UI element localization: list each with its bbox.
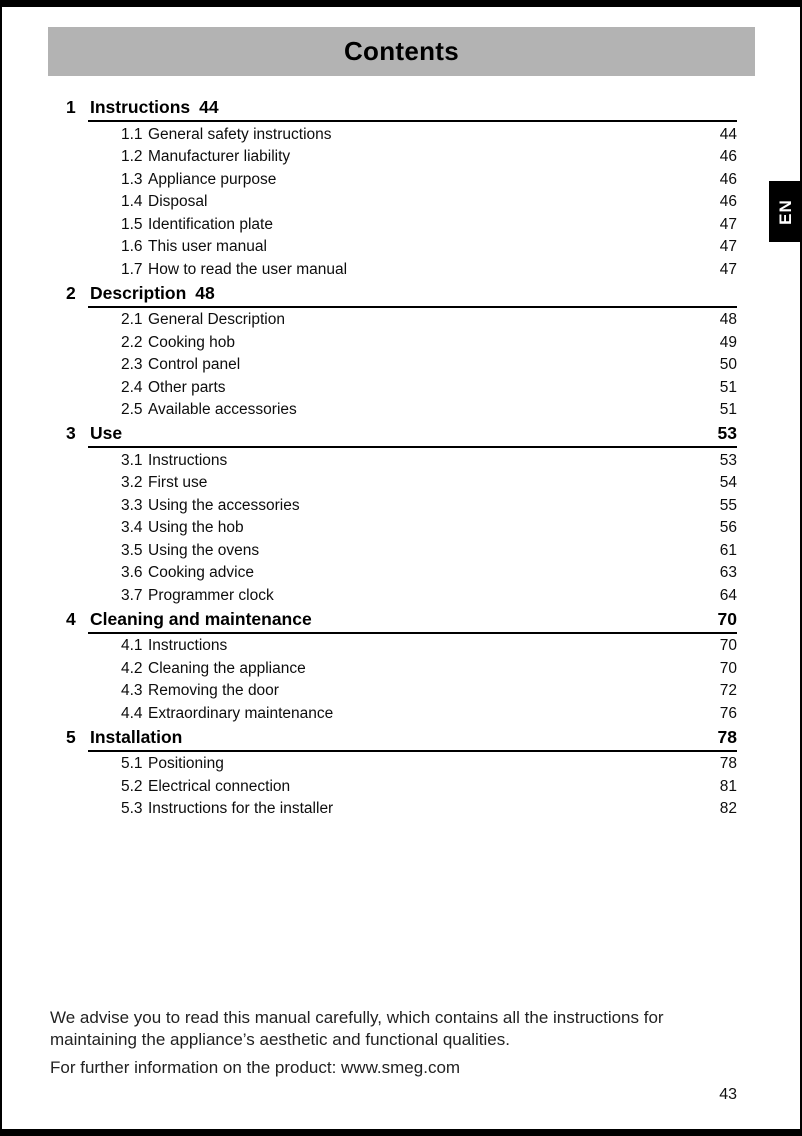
toc-item	[66, 122, 737, 145]
toc-item	[66, 167, 737, 190]
toc-item-page: 70	[719, 659, 737, 677]
toc-item	[66, 212, 737, 235]
toc-item-number: 3.1	[121, 451, 143, 469]
toc-item	[66, 679, 737, 702]
toc-item-number: 4.4	[121, 704, 143, 722]
toc-section-title: Description	[90, 282, 187, 303]
toc-item-title: Identification plate	[148, 215, 273, 233]
toc-section-title: Cleaning and maintenance	[90, 608, 312, 629]
toc-item	[66, 308, 737, 331]
toc-item-title: General safety instructions	[148, 125, 332, 143]
toc-item-number: 1.5	[121, 215, 143, 233]
toc-section-page: 48	[195, 282, 215, 303]
toc-item	[66, 493, 737, 516]
toc-section-header	[66, 94, 737, 120]
toc-item-page: 51	[719, 401, 737, 418]
toc-item-number: 3.5	[121, 541, 143, 559]
footer-note: We advise you to read this manual carefully, which contains all the instructions for maintaining the appliance’s aesthetic and functional qualities.	[50, 1008, 664, 1049]
toc-section-number: 4	[66, 608, 76, 629]
toc-item	[66, 797, 737, 820]
toc-item-page: 81	[719, 777, 737, 795]
toc-item-title: First use	[148, 474, 208, 491]
toc-item-page: 46	[719, 193, 737, 210]
toc-item-title: Appliance purpose	[148, 170, 277, 188]
toc-item	[66, 656, 737, 679]
toc-section-header	[66, 724, 737, 750]
toc-item-title: Other parts	[148, 378, 226, 396]
toc-item-title: Manufacturer liability	[148, 148, 291, 165]
toc-item-page: 47	[719, 260, 737, 278]
toc-item-number: 1.6	[121, 238, 143, 255]
toc-item-page: 46	[719, 148, 737, 165]
toc-item-title: Removing the door	[148, 682, 279, 699]
toc-section-title: Installation	[90, 726, 183, 747]
toc-item-page: 46	[719, 170, 737, 188]
toc-section-page: 78	[717, 726, 737, 747]
toc-item-page: 55	[719, 496, 737, 514]
toc-section-number: 1	[66, 97, 76, 117]
toc-item-title: Cleaning the appliance	[148, 659, 306, 677]
toc-item-page: 50	[719, 356, 737, 373]
toc-item-title: Programmer clock	[148, 586, 274, 604]
toc-section-title: Instructions	[90, 97, 191, 117]
page-top-edge	[0, 0, 802, 7]
toc-item	[66, 353, 737, 376]
toc-section-number: 3	[66, 423, 76, 443]
toc-item-page: 76	[719, 704, 737, 722]
toc-item-page: 48	[719, 311, 737, 328]
toc-item-title: Positioning	[148, 755, 224, 772]
toc-section-page: 70	[717, 608, 737, 629]
contents-header-band	[48, 27, 755, 76]
toc-item-number: 5.2	[121, 777, 143, 795]
toc-section-title: Use	[90, 423, 123, 443]
toc-item-number: 2.1	[121, 311, 143, 328]
toc-item-page: 64	[719, 586, 737, 604]
toc-section-number: 5	[66, 726, 76, 747]
toc-item-number: 5.1	[121, 755, 143, 772]
toc-item	[66, 752, 737, 775]
toc-item	[66, 330, 737, 353]
toc-item-title: Cooking hob	[148, 333, 236, 351]
toc-item-number: 4.2	[121, 659, 143, 677]
toc-item-number: 5.3	[121, 800, 143, 817]
toc-item-page: 63	[719, 564, 737, 581]
toc-item-page: 82	[719, 800, 737, 817]
toc-section-page: 44	[199, 97, 219, 117]
toc-item-number: 2.2	[121, 333, 143, 351]
toc-section-page: 53	[717, 423, 737, 443]
toc-item	[66, 774, 737, 797]
toc-item	[66, 634, 737, 657]
toc-item-title: Cooking advice	[148, 564, 254, 581]
toc-item-number: 1.2	[121, 148, 143, 165]
toc-item-number: 4.3	[121, 682, 143, 699]
toc-item	[66, 398, 737, 421]
footer-info: For further information on the product: www.smeg.com	[50, 1058, 461, 1077]
toc-item	[66, 190, 737, 213]
language-tab	[769, 181, 802, 242]
toc-item	[66, 561, 737, 584]
toc-item-number: 3.2	[121, 474, 143, 491]
toc-item-title: This user manual	[148, 238, 267, 255]
toc-item-number: 1.1	[121, 125, 143, 143]
toc-item-number: 3.4	[121, 519, 143, 536]
page-bottom-edge	[0, 1129, 802, 1136]
toc-item-number: 3.3	[121, 496, 143, 514]
toc-item	[66, 516, 737, 539]
toc-item-number: 2.4	[121, 378, 143, 396]
toc-item-title: Instructions	[148, 637, 228, 654]
toc-item-number: 2.5	[121, 401, 143, 418]
toc-item-number: 1.4	[121, 193, 143, 210]
toc-item-page: 72	[719, 682, 737, 699]
toc-section-header	[66, 606, 737, 632]
toc-section-header	[66, 280, 737, 306]
toc-item-number: 2.3	[121, 356, 143, 373]
page-title: Contents	[343, 36, 460, 66]
language-tab-label: EN	[775, 198, 795, 225]
toc-item-number: 3.6	[121, 564, 143, 581]
toc-item-title: Extraordinary maintenance	[148, 704, 334, 722]
toc-item	[66, 583, 737, 606]
toc-item	[66, 145, 737, 168]
toc-item	[66, 471, 737, 494]
toc-item	[66, 448, 737, 471]
toc-item-number: 4.1	[121, 637, 143, 654]
toc-item-title: Instructions	[148, 451, 228, 469]
toc	[66, 94, 737, 819]
toc-item	[66, 235, 737, 258]
toc-item	[66, 538, 737, 561]
toc-section-header	[66, 420, 737, 446]
toc-item-title: Using the accessories	[148, 496, 300, 514]
toc-item-page: 54	[719, 474, 737, 491]
toc-item-page: 49	[719, 333, 737, 351]
toc-item-title: How to read the user manual	[148, 260, 348, 278]
toc-item-page: 51	[719, 378, 737, 396]
toc-item-number: 1.7	[121, 260, 143, 278]
toc-item-page: 78	[719, 755, 737, 772]
toc-item-page: 47	[719, 238, 737, 255]
toc-item-page: 70	[719, 637, 737, 654]
toc-item-page: 53	[719, 451, 737, 469]
toc-item	[66, 375, 737, 398]
toc-item	[66, 701, 737, 724]
toc-item-number: 1.3	[121, 170, 143, 188]
toc-item-page: 56	[719, 519, 737, 536]
page-number: 43	[719, 1086, 737, 1103]
toc-item-title: Control panel	[148, 356, 241, 373]
toc-item-title: Disposal	[148, 193, 208, 210]
toc-item	[66, 257, 737, 280]
toc-section-number: 2	[66, 282, 76, 303]
toc-item-title: Using the hob	[148, 519, 244, 536]
toc-item-title: Using the ovens	[148, 541, 260, 559]
toc-item-page: 47	[719, 215, 737, 233]
toc-item-number: 3.7	[121, 586, 143, 604]
toc-item-title: Available accessories	[148, 401, 297, 418]
toc-item-title: Instructions for the installer	[148, 800, 334, 817]
toc-item-title: General Description	[148, 311, 285, 328]
toc-item-page: 44	[719, 125, 737, 143]
toc-item-title: Electrical connection	[148, 777, 291, 795]
page-left-edge	[0, 0, 2, 1136]
toc-item-page: 61	[719, 541, 737, 559]
